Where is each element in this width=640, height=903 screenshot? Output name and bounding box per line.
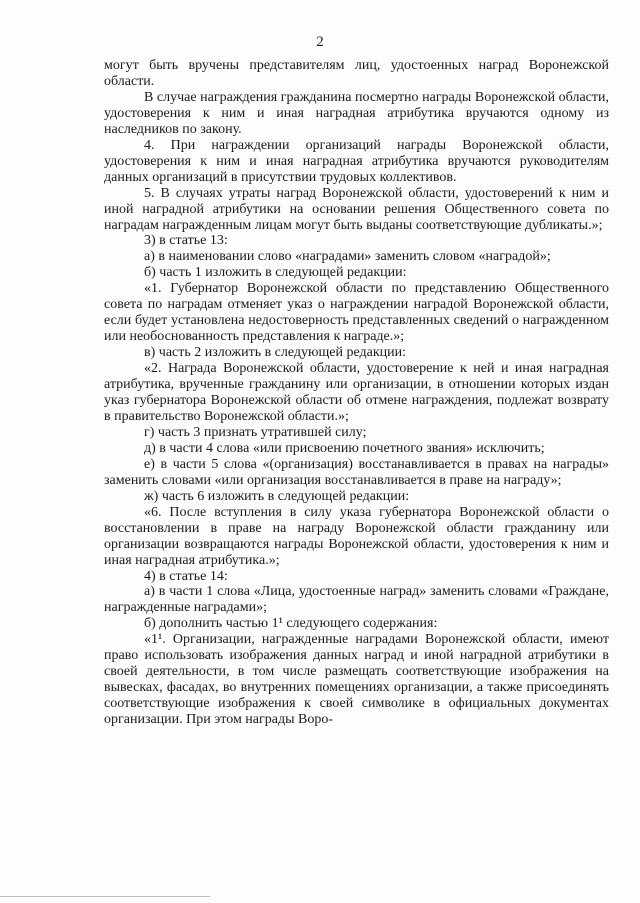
paragraph: а) в наименовании слово «наградами» заменить словом «наградой»;	[144, 249, 551, 265]
paragraph: г) часть 3 признать утратившей силу;	[144, 424, 367, 440]
paragraph: 5. В случаях утраты наград Воронежской области, удостоверений к ним и иной наградной атрибутики на основании решения Общественного совета по наградам награжденным лицам могут быть выданы соответствующие дубликаты.»;	[104, 185, 609, 233]
paragraph: ж) часть 6 изложить в следующей редакции:	[144, 488, 410, 504]
paragraph: «1. Губернатор Воронежской области по представлению Общественного совета по наградам отменяет указ о награждении наградой Воронежской области, если будет установлена недостоверность представленных сведений о награжденном или необоснованность представления к награде.»;	[104, 281, 609, 345]
paragraph: д) в части 4 слова «или присвоению почетного звания» исключить;	[144, 440, 545, 456]
document-body	[104, 58, 609, 728]
paragraph: в) часть 2 изложить в следующей редакции:	[144, 345, 407, 361]
paragraph: е) в части 5 слова «(организация) восстанавливается в правах на награды» заменить словами «или организация восстанавливается в праве на награду»;	[104, 456, 609, 488]
paragraph: «2. Награда Воронежской области, удостоверение к ней и иная наградная атрибутика, врученные гражданину или организации, в отношении которых издан указ губернатора Воронежской области об отмене награждения, подлежат возврату в правительство Воронежской области.»;	[104, 361, 609, 424]
bottom-edge-line	[0, 896, 210, 897]
paragraph: «1¹. Организации, награжденные наградами Воронежской области, имеют право использовать изображения данных наград и иной наградной атрибутики в своей деятельности, в том числе размещать соответствующие изображения на вывесках, фасадах, во внутренних помещениях организации, а также присоединять соответствующие изображения к своей символике в официальных документах организации. При этом награды Воро-	[104, 632, 609, 728]
paragraph: могут быть вручены представителям лиц, удостоенных наград Воронежской области.	[104, 58, 609, 89]
paragraph: б) часть 1 изложить в следующей редакции:	[144, 265, 407, 281]
paragraph: В случае награждения гражданина посмертно награды Воронежской области, удостоверения к ним и иная наградная атрибутика вручаются одному из наследников по закону.	[104, 89, 609, 137]
paragraph: 4) в статье 14:	[144, 568, 228, 584]
paragraph: 3) в статье 13:	[144, 233, 228, 249]
paragraph: б) дополнить частью 1¹ следующего содержания:	[144, 616, 438, 632]
paragraph: а) в части 1 слова «Лица, удостоенные наград» заменить словами «Граждане, награжденные наградами»;	[104, 584, 609, 616]
page-number: 2	[316, 34, 324, 50]
paragraph: «6. После вступления в силу указа губернатора Воронежской области о восстановлении в праве на награду Воронежской области гражданину или организации возвращаются награды Воронежской области, удостоверения к ним и иная наградная атрибутика.»;	[104, 504, 609, 568]
paragraph: 4. При награждении организаций награды Воронежской области, удостоверения к ним и иная наградная атрибутика вручаются руководителям данных организаций в присутствии трудовых коллективов.	[104, 137, 609, 185]
